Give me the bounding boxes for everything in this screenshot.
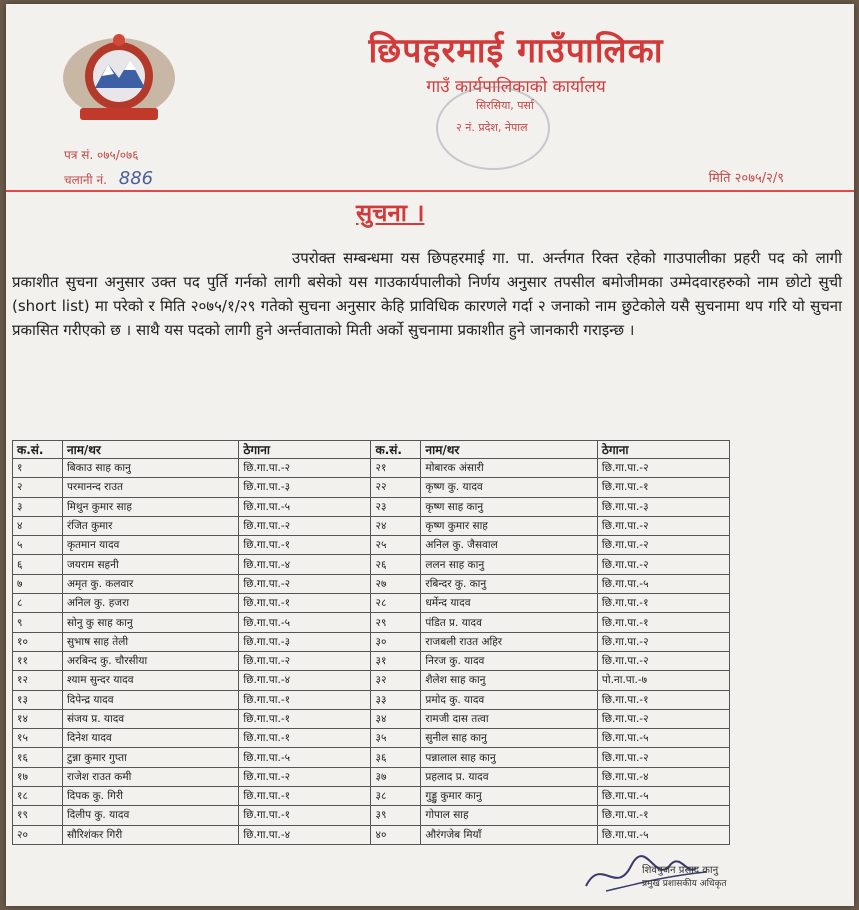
table-cell: छि.गा.पा.-२: [597, 555, 729, 574]
table-cell: छि.गा.पा.-१: [239, 729, 371, 748]
table-cell: निरज कु. यादव: [421, 651, 597, 670]
table-cell: १५: [13, 729, 63, 748]
table-cell: सौरिशंकर गिरी: [62, 825, 238, 844]
table-cell: ११: [13, 651, 63, 670]
table-cell: सुभाष साह तेली: [62, 632, 238, 651]
table-cell: रामजी दास तत्वा: [421, 709, 597, 728]
table-cell: छि.गा.पा.-२: [597, 516, 729, 535]
column-header: ठेगाना: [239, 441, 371, 459]
table-cell: राजबली राउत अहिर: [421, 632, 597, 651]
notice-body-text: उपरोक्त सम्बन्धमा यस छिपहरमाई गा. पा. अर्न्तगत रिक्त रहेको गाउपालीका प्रहरी पद को लागी प्रकाशीत सुचना अनुसार उक्त पद पुर्ति गर्नको लागी बसेको यस गाउकार्यपालीको निर्णय अनुसार तपसील बमोजीमका उम्मेदवारहरुको नाम छोटो सुची (short list) मा परेको र मिति २०७५/१/२९ गतेको सुचना अनुसार केहि प्राविधिक कारणले गर्दा २ जनाको नाम छुटेकोले यसै सुचनामा थप गरि यो सुचना प्रकासित गरीएको छ । साथै यस पदको लागी हुने अर्न्तवाताको मिती अर्को सुचनामा प्रकाशीत हुने जानकारी गराइन्छ ।: [12, 249, 842, 339]
table-cell: छि.गा.पा.-२: [597, 632, 729, 651]
table-cell: ३: [13, 497, 63, 516]
dispatch-number: [64, 168, 153, 189]
table-cell: १०: [13, 632, 63, 651]
table-cell: राजेश राउत कमी: [62, 767, 238, 786]
table-row: [13, 536, 730, 555]
table-row: [13, 767, 730, 786]
table-row: [13, 709, 730, 728]
table-cell: २६: [371, 555, 421, 574]
municipality-title: छिपहरमाई गाउँपालिका: [368, 31, 664, 71]
table-cell: २९: [371, 613, 421, 632]
table-row: [13, 748, 730, 767]
table-cell: छि.गा.पा.-२: [597, 459, 729, 478]
header-divider: [6, 190, 854, 192]
reference-number: पत्र सं. ०७५/०७६: [64, 148, 139, 162]
table-cell: प्रहलाद प्र. यादव: [421, 767, 597, 786]
table-cell: पंडित प्र. यादव: [421, 613, 597, 632]
table-cell: छि.गा.पा.-२: [597, 651, 729, 670]
table-row: [13, 516, 730, 535]
table-cell: २०: [13, 825, 63, 844]
table-cell: रबिन्दर कु. कानु: [421, 574, 597, 593]
table-cell: दिपक कु. गिरी: [62, 787, 238, 806]
table-cell: १८: [13, 787, 63, 806]
table-cell: छि.गा.पा.-५: [597, 729, 729, 748]
table-cell: १३: [13, 690, 63, 709]
column-header: नाम/थर: [421, 441, 597, 459]
table-cell: १२: [13, 671, 63, 690]
table-cell: ३८: [371, 787, 421, 806]
table-cell: १९: [13, 806, 63, 825]
table-cell: संजय प्र. यादव: [62, 709, 238, 728]
table-cell: छि.गा.पा.-५: [597, 825, 729, 844]
table-cell: छि.गा.पा.-२: [239, 459, 371, 478]
table-row: [13, 594, 730, 613]
table-cell: ३५: [371, 729, 421, 748]
column-header: ठेगाना: [597, 441, 729, 459]
table-cell: छि.गा.पा.-१: [239, 690, 371, 709]
table-cell: छि.गा.पा.-५: [239, 497, 371, 516]
table-cell: छि.गा.पा.-१: [597, 478, 729, 497]
column-header: क.सं.: [13, 441, 63, 459]
table-cell: छि.गा.पा.-१: [597, 594, 729, 613]
table-cell: कृष्ण साह कानु: [421, 497, 597, 516]
table-cell: छि.गा.पा.-५: [239, 613, 371, 632]
table-cell: छि.गा.पा.-१: [239, 594, 371, 613]
table-row: [13, 497, 730, 516]
table-cell: सोनु कु साह कानु: [62, 613, 238, 632]
table-cell: ४: [13, 516, 63, 535]
table-cell: छि.गा.पा.-१: [239, 536, 371, 555]
table-cell: अमृत कु. कलवार: [62, 574, 238, 593]
table-row: [13, 806, 730, 825]
notice-date: मिति २०७५/२/९: [708, 171, 784, 186]
table-cell: छि.गा.पा.-१: [597, 613, 729, 632]
table-cell: अरबिन्द कु. चौरसीया: [62, 651, 238, 670]
table-cell: ३४: [371, 709, 421, 728]
table-cell: ३९: [371, 806, 421, 825]
table-cell: ३७: [371, 767, 421, 786]
table-cell: छि.गा.पा.-४: [597, 767, 729, 786]
table-cell: ३१: [371, 651, 421, 670]
table-cell: छि.गा.पा.-४: [239, 671, 371, 690]
dispatch-value: 886: [118, 168, 154, 189]
table-body: [13, 459, 730, 845]
table-cell: छि.गा.पा.-४: [239, 825, 371, 844]
table-cell: सुनील साह कानु: [421, 729, 597, 748]
table-row: [13, 459, 730, 478]
table-row: [13, 613, 730, 632]
table-cell: छि.गा.पा.-२: [597, 709, 729, 728]
table-cell: छि.गा.पा.-३: [239, 478, 371, 497]
table-cell: छि.गा.पा.-५: [597, 787, 729, 806]
table-row: [13, 690, 730, 709]
table-cell: ७: [13, 574, 63, 593]
table-cell: १४: [13, 709, 63, 728]
table-cell: औरंगजेब मियाँ: [421, 825, 597, 844]
table-cell: ८: [13, 594, 63, 613]
table-cell: ३२: [371, 671, 421, 690]
table-cell: बिकाउ साह कानु: [62, 459, 238, 478]
table-cell: छि.गा.पा.-१: [239, 787, 371, 806]
table-cell: २: [13, 478, 63, 497]
table-cell: अनिल कु. जैसवाल: [421, 536, 597, 555]
table-cell: ६: [13, 555, 63, 574]
table-cell: छि.गा.पा.-३: [239, 632, 371, 651]
table-cell: छि.गा.पा.-२: [597, 536, 729, 555]
table-cell: छि.गा.पा.-२: [597, 748, 729, 767]
table-cell: ३०: [371, 632, 421, 651]
table-cell: छि.गा.पा.-२: [239, 651, 371, 670]
table-cell: गुड्डु कुमार कानु: [421, 787, 597, 806]
notice-heading: सुचना ।: [356, 199, 425, 227]
table-cell: २३: [371, 497, 421, 516]
table-row: [13, 825, 730, 844]
table-cell: ललन साह कानु: [421, 555, 597, 574]
table-cell: धर्मेन्द यादव: [421, 594, 597, 613]
address-line-1: सिरसिया, पर्सा: [476, 99, 534, 112]
table-row: [13, 632, 730, 651]
table-cell: ९: [13, 613, 63, 632]
municipality-emblem-logo: [50, 28, 188, 126]
table-cell: दिनेश यादव: [62, 729, 238, 748]
table-cell: प्रमोद कु. यादव: [421, 690, 597, 709]
table-cell: छि.गा.पा.-५: [239, 748, 371, 767]
table-cell: १: [13, 459, 63, 478]
table-cell: मिथुन कुमार साह: [62, 497, 238, 516]
notice-body: [12, 246, 842, 342]
table-cell: छि.गा.पा.-२: [239, 574, 371, 593]
table-row: [13, 555, 730, 574]
table-cell: गोपाल साह: [421, 806, 597, 825]
table-cell: छि.गा.पा.-३: [597, 497, 729, 516]
table-cell: १७: [13, 767, 63, 786]
table-row: [13, 787, 730, 806]
address-line-2: २ नं. प्रदेश, नेपाल: [456, 121, 528, 134]
table-cell: ५: [13, 536, 63, 555]
table-cell: २७: [371, 574, 421, 593]
table-cell: रंजित कुमार: [62, 516, 238, 535]
table-cell: दिलीप कु. यादव: [62, 806, 238, 825]
table-cell: पो.ना.पा.-७: [597, 671, 729, 690]
table-header-row: [13, 441, 730, 459]
table-cell: २२: [371, 478, 421, 497]
table-cell: कृष्ण कु. यादव: [421, 478, 597, 497]
table-row: [13, 478, 730, 497]
table-cell: ३३: [371, 690, 421, 709]
table-cell: ४०: [371, 825, 421, 844]
table-cell: २१: [371, 459, 421, 478]
table-cell: मोबारक अंसारी: [421, 459, 597, 478]
table-row: [13, 651, 730, 670]
table-cell: छि.गा.पा.-२: [239, 767, 371, 786]
table-cell: छि.गा.पा.-१: [597, 806, 729, 825]
table-cell: कृतमान यादव: [62, 536, 238, 555]
table-cell: शैलेश साह कानु: [421, 671, 597, 690]
dispatch-label: चलानी नं.: [64, 173, 107, 187]
signatory-name: शिवपुजन प्रसाद कानु: [642, 865, 719, 876]
column-header: नाम/थर: [62, 441, 238, 459]
table-cell: छि.गा.पा.-१: [239, 806, 371, 825]
table-cell: श्याम सुन्दर यादव: [62, 671, 238, 690]
table-cell: छि.गा.पा.-२: [239, 516, 371, 535]
office-subtitle: गाउँ कार्यपालिकाको कार्यालय: [426, 77, 606, 97]
column-header: क.सं.: [371, 441, 421, 459]
table-cell: छि.गा.पा.-५: [597, 574, 729, 593]
table-cell: छि.गा.पा.-१: [239, 709, 371, 728]
table-cell: १६: [13, 748, 63, 767]
table-cell: २५: [371, 536, 421, 555]
notice-document: [6, 4, 854, 906]
table-cell: पन्नालाल साह कानु: [421, 748, 597, 767]
table-cell: छि.गा.पा.-१: [597, 690, 729, 709]
candidate-table: [12, 440, 730, 845]
table-cell: ३६: [371, 748, 421, 767]
table-cell: परमानन्द राउत: [62, 478, 238, 497]
table-cell: कृष्ण कुमार साह: [421, 516, 597, 535]
signatory-title: प्रमुख प्रशासकीय अधिकृत: [642, 879, 727, 889]
table-cell: २८: [371, 594, 421, 613]
table-row: [13, 574, 730, 593]
table-cell: टुन्ना कुमार गुप्ता: [62, 748, 238, 767]
table-row: [13, 671, 730, 690]
table-cell: छि.गा.पा.-४: [239, 555, 371, 574]
table-cell: दिपेन्द्र यादव: [62, 690, 238, 709]
table-cell: जयराम सहनी: [62, 555, 238, 574]
table-cell: अनिल कु. हजरा: [62, 594, 238, 613]
table-cell: २४: [371, 516, 421, 535]
table-row: [13, 729, 730, 748]
